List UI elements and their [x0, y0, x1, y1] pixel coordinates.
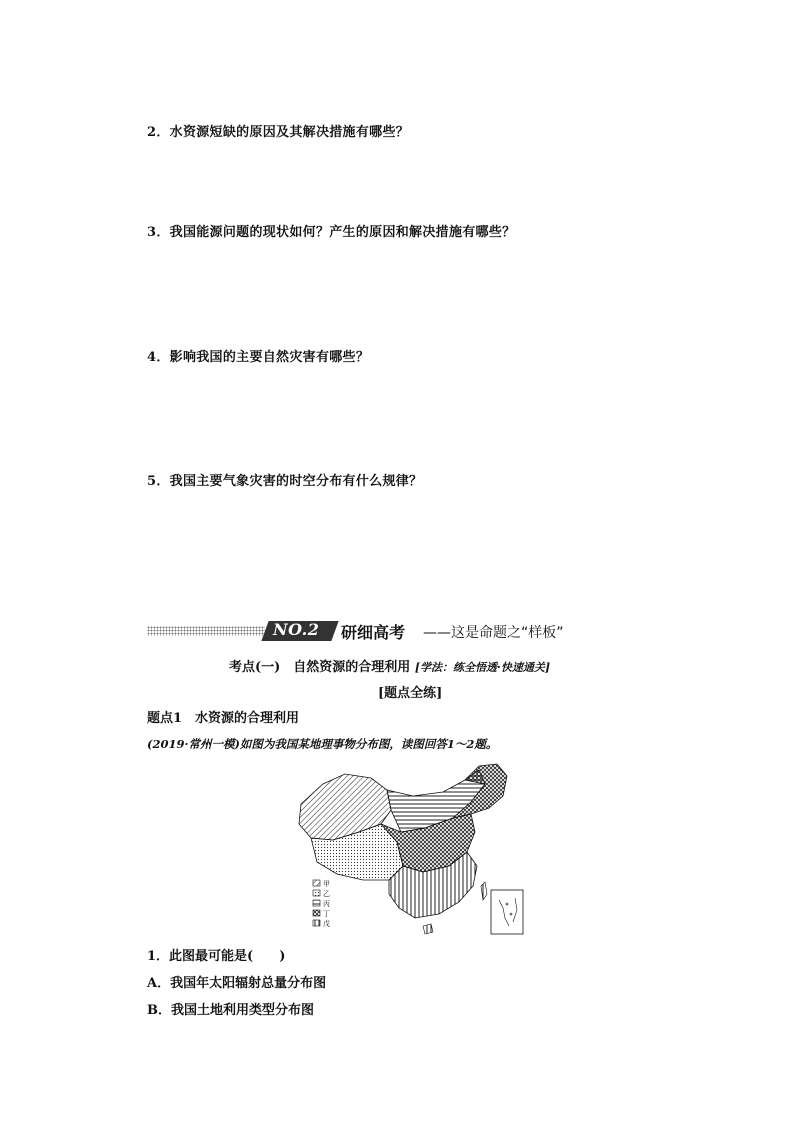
- region-hainan: [423, 924, 433, 934]
- question-5: 5．我国主要气象灾害的时空分布有什么规律？: [147, 474, 423, 489]
- legend-yi: 乙: [323, 890, 330, 898]
- legend-ding: 丁: [323, 910, 330, 918]
- tidian-1-heading: 题点1 水资源的合理利用: [147, 711, 300, 726]
- tidian-all-heading: [题点全练]: [378, 686, 443, 701]
- kaodian-title: [229, 656, 550, 675]
- region-taiwan: [481, 882, 487, 900]
- banner-tag: NO.2: [273, 620, 320, 639]
- section-banner: [147, 618, 607, 644]
- kaodian-title-text: 考点(一) 自然资源的合理利用: [229, 660, 411, 675]
- question-4: 4．影响我国的主要自然灾害有哪些？: [147, 350, 370, 365]
- south-china-sea-inset: [491, 890, 523, 934]
- question-3: 3．我国能源问题的现状如何？产生的原因和解决措施有哪些？: [147, 225, 516, 240]
- kaodian-note: [学法：练全悟透·快速通关]: [414, 661, 551, 674]
- legend-jia: 甲: [323, 880, 330, 888]
- legend-bing: 丙: [323, 900, 330, 908]
- option-b: B．我国土地利用类型分布图: [147, 1003, 314, 1018]
- china-distribution-map: [293, 762, 531, 937]
- legend-wu: 戊: [323, 920, 330, 928]
- banner-dots: [147, 626, 265, 636]
- question-1-stem: 1．此图最可能是( ): [147, 949, 286, 964]
- question-2: 2．水资源短缺的原因及其解决措施有哪些？: [147, 125, 410, 140]
- question-intro: (2019·常州一模)如图为我国某地理事物分布图，读图回答1～2题。: [147, 737, 498, 751]
- option-a: A．我国年太阳辐射总量分布图: [147, 976, 327, 991]
- map-legend: [313, 880, 330, 928]
- banner-title: 研细高考: [341, 623, 406, 642]
- banner-subtitle: ——这是命题之“样板”: [423, 625, 564, 641]
